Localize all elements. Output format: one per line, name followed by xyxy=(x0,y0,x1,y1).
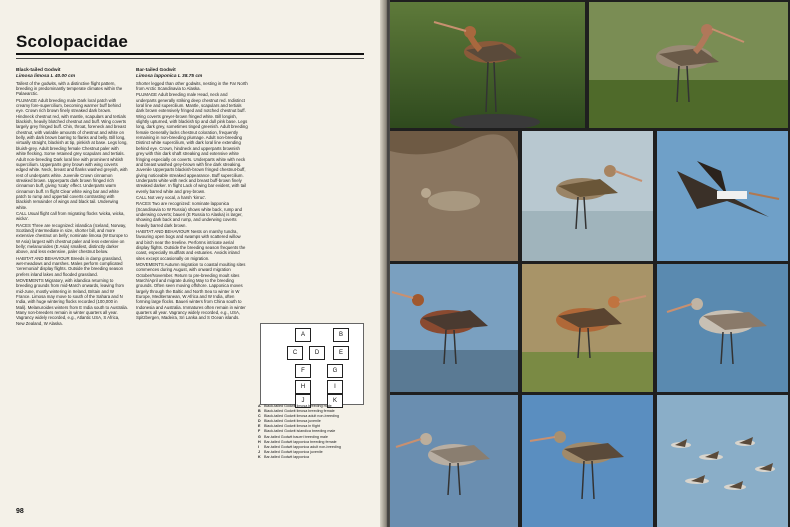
key-cell-e: E xyxy=(333,346,349,360)
title-rule-thin xyxy=(16,58,364,59)
paragraph: PLUMAGE Adult breeding male Dark loral patch with creamy fore-supercilium, becoming warmer buff behind eye. Crown rich brown finely streaked dark brown. Hindneck chestnut red, with mantle, scapulars and tertials blackish, heavily blotched chestnut and buff. Wing coverts largely grey fringed buff. Chin, throat, foreneck and breast chestnut, with variable amounts of chestnut and white on belly, with dark brown barring to flanks and belly. Bill long, virtually straight, blackish at tip, pinkish at base. Legs long, bluish-grey. Adult breeding female Chestnut paler with white flecking. Some retained grey scapulars and tertials. Adult non-breeding Dark loral line with prominent whitish supercilium. Upperparts grey brown with wing coverts edged white. Neck, breast and flanks washed greyish, with rest of underparts white. Juvenile Crown cinnamon streaked brown. Upperparts dark brown fringed rich cinnamon buff, giving 'scaly' effect. Underparts warm cinnamon buff. In flight Clear white wing bar and white patch to rump and uppertail coverts contrasting with blackish remainder of wings and black tail. Underwing white. xyxy=(16,97,128,210)
paragraph: RACES Two are recognized: nominate lapponica (Scandinavia to W Russia) shows white back, rump and underwing coverts; baueri (E Russia to Alaska) is larger, showing dark back and rump, and underwing coverts heavily barred dark brown. xyxy=(136,201,243,228)
scientific-name: Limosa lapponica L 38.75 cm xyxy=(136,74,203,80)
legend-text: Bar-tailed Godwit lapponica xyxy=(264,454,310,459)
legend-letter: I xyxy=(258,444,260,449)
key-cell-c: C xyxy=(287,346,303,360)
photo-legend xyxy=(258,404,376,460)
legend-letter: B xyxy=(258,409,261,414)
photo-b xyxy=(589,2,788,128)
legend-letter: D xyxy=(258,419,261,424)
text-column-black-tailed-godwit xyxy=(16,68,128,327)
legend-text: Bar-tailed Godwit lapponica adult non-breeding xyxy=(264,444,341,449)
photo-c xyxy=(390,131,518,261)
key-cell-a: A xyxy=(295,328,311,342)
legend-text: Black-tailed Godwit islandica breeding male xyxy=(264,429,336,434)
legend-text: Bar-tailed Godwit baueri breeding male xyxy=(264,434,328,439)
legend-letter: C xyxy=(258,414,261,419)
paragraph: MOVEMENTS Autumn migration to coastal moulting sites commences during August, with onward migration October/November. Return to pre-breeding moult sites March/April and migrate during May to the breeding grounds. Often seen moving offshore. Lapponica moves largely through the Baltic and North Sea to winter in W Europe, Mediterranean, W Africa and W India, often forming large flocks. Baueri winters from China south to Indonesia and Australia. Immatures often remain in winter quarters all year. Vagrancy widely recorded, e.g., USA, Spitzbergen, Madeira, Sri Lanka and S Ocean islands. xyxy=(136,262,246,321)
paragraph: RACES Three are recognized: islandica (Iceland, Norway, Scotland) intermediate in size, shorter bill, and more extensive chestnut on belly; nominate limosa (W Europe to W Asia) largest with chestnut paler and less extensive on belly; melanuroides (E Asia) smallest, distinctly darker above, and less extensive, paler chestnut below. xyxy=(16,222,128,255)
key-cell-d: D xyxy=(309,346,325,360)
legend-letter: E xyxy=(258,424,261,429)
page-number: 98 xyxy=(16,508,24,515)
legend-text: Bar-tailed Godwit lapponica breeding female xyxy=(264,439,337,444)
legend-text: Bar-tailed Godwit lapponica juvenile xyxy=(264,449,323,454)
key-cell-h: H xyxy=(295,380,311,394)
paragraph: HABITAT AND BEHAVIOUR Breeds in damp grassland, wet-meadows and marshes. Males perform complicated 'ceremonial' display flights. Outside the breeding season prefers inland lakes and flooded grassland. xyxy=(16,255,123,277)
photo-k xyxy=(657,395,788,527)
key-cell-g: G xyxy=(327,364,343,378)
key-cell-b: B xyxy=(333,328,349,342)
legend-letter: J xyxy=(258,449,261,454)
legend-text: Black-tailed Godwit limosa juvenile xyxy=(264,419,321,424)
right-page-photo-grid xyxy=(390,0,790,527)
photo-h xyxy=(657,264,788,392)
paragraph: Shorter legged than other godwits, nesting in the Far North from Arctic Scandinavia to Alaska. xyxy=(136,80,248,92)
photo-j xyxy=(522,395,653,527)
legend-item xyxy=(258,455,376,460)
photo-key-grid xyxy=(260,323,364,405)
photo-g xyxy=(522,264,653,392)
paragraph: PLUMAGE Adult breeding male Head, neck and underparts generally striking deep chestnut red. Indistinct loral line and supercilium. Mantle, scapulars and tertials dark brown extensively fringed and notched chestnut buff. Wing coverts greyer-brown fringed white. Bill longish, slightly upturned, with blackish tip and dull pink base. Legs long, dark grey, sometimes tinged greenish. Adult breeding female Generally lacks chestnut coloration, frequently remaining in non-breeding plumage. Adult non-breeding Distinct white supercilium, with dark loral line extending behind eye. Crown, hindneck and upperparts brownish grey with thin dark shaft streaking and extensive white fringing especially on coverts. Underparts white with neck and breast washed grey-brown with fine dark streaking. Juvenile Upperparts blackish-brown fringed chestnut-buff, giving noticeable streaked appearance. Buff supercilium. Underparts white with neck and breast buff-brown finely streaked darker. In flight Lack of wing bar evident, with tail evenly barred white and grey-brown. xyxy=(136,92,248,194)
photo-f xyxy=(390,264,518,392)
key-cell-k: K xyxy=(327,394,343,408)
legend-text: Black-tailed Godwit limosa adult non-breeding xyxy=(264,414,340,419)
paragraph: MOVEMENTS Migratory, with islandica returning to breeding grounds from mid-March onwards, leaving from mid-June, mostly wintering in Ireland, Britain and W France. Limosa may move to south of the Sahara and N India, with huge wintering flocks recorded (100,000 in Mali). Melanuroides winters from E India south to Australia. Many non-breeders remain in winter quarters all year. Vagrancy widely recorded, e.g., Atlantic USA, S Africa, New Zealand, W Alaska. xyxy=(16,278,129,326)
legend-letter: H xyxy=(258,439,261,444)
scientific-name: Limosa limosa L 40.00 cm xyxy=(16,74,76,80)
species-name: Bar-tailed Godwit xyxy=(136,68,176,73)
legend-text: Black-tailed Godwit limosa in flight xyxy=(264,424,320,429)
paragraph: Tallest of the godwits, with a distinctive flight pattern, breeding in predominantly temperate climates within the Palaearctic. xyxy=(16,80,123,97)
key-cell-i: I xyxy=(327,380,343,394)
key-cell-f: F xyxy=(295,364,311,378)
photo-a xyxy=(390,2,585,128)
text-column-bar-tailed-godwit xyxy=(136,68,248,322)
paragraph: CALL Usual flight call from migrating flocks 'wicka, wicka, wicka'. xyxy=(16,210,125,222)
legend-letter: G xyxy=(258,434,261,439)
paragraph: CALL Not very vocal, a harsh 'kirruc'. xyxy=(136,194,207,200)
legend-text: Black-tailed Godwit limosa breeding female xyxy=(264,409,335,414)
left-page xyxy=(0,0,386,527)
paragraph: HABITAT AND BEHAVIOUR Nests on marshy tundra, favouring open bogs and swamps with scattered willow and birch near the treeline. Performs intricate aerial display flights. Outside the breeding season frequents the coast, especially mudflats and estuaries. Avoids inland sites except occasionally on migration. xyxy=(136,228,246,261)
legend-letter: F xyxy=(258,429,261,434)
species-name: Black-tailed Godwit xyxy=(16,68,61,73)
legend-text: Black-tailed Godwit limosa breeding male xyxy=(264,404,332,408)
legend-letter: K xyxy=(258,454,261,459)
photo-i xyxy=(390,395,518,527)
title-rule xyxy=(16,53,364,55)
page-title: Scolopacidae xyxy=(16,32,128,51)
photo-d xyxy=(522,131,653,261)
key-cell-j: J xyxy=(295,394,311,408)
legend-letter: A xyxy=(258,404,261,408)
photo-e xyxy=(657,131,788,261)
